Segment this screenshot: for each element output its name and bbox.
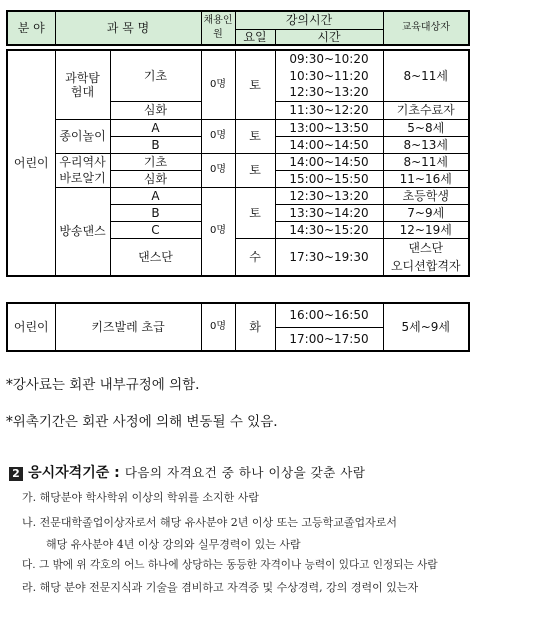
header-lecture-time: 강의시간 [235, 11, 383, 29]
history-adv-target: 11~16세 [383, 170, 469, 187]
history-basic: 기초 [110, 153, 201, 170]
header-category: 분 야 [7, 11, 55, 45]
header-target: 교육대상자 [383, 11, 469, 45]
history-day: 토 [235, 153, 275, 187]
qualification-heading [9, 462, 365, 482]
subject-history-line2: 바로알기 [55, 170, 110, 187]
dance-count: 0명 [201, 187, 235, 276]
science-basic-target: 8~11세 [383, 50, 469, 101]
science-time-1: 09:30~10:20 [275, 50, 383, 67]
dance-c-target: 12~19세 [383, 221, 469, 238]
paper-day: 토 [235, 119, 275, 153]
ballet-time-1: 16:00~16:50 [275, 303, 383, 327]
qualification-item-na: 나. 전문대학졸업이상자로서 해당 유사분야 2년 이상 또는 고등학교졸업자로서 [22, 516, 398, 529]
paper-b-target: 8~13세 [383, 136, 469, 153]
header-capacity: 채용인원 [201, 11, 235, 45]
fee-note: *강사료는 회관 내부규정에 의함. [6, 377, 200, 393]
dance-team: 댄스단 [110, 238, 201, 276]
dance-day-sat: 토 [235, 187, 275, 238]
paper-a: A [110, 119, 201, 136]
qualification-desc: 다음의 자격요건 중 하나 이상을 갖춘 사람 [124, 465, 366, 480]
ballet-table [6, 302, 470, 352]
ballet-target: 5세~9세 [383, 303, 469, 351]
dance-team-target-line1: 댄스단 [408, 240, 444, 255]
history-adv: 심화 [110, 170, 201, 187]
science-adv: 심화 [110, 101, 201, 119]
ballet-day: 화 [235, 303, 275, 351]
paper-a-target: 5~8세 [383, 119, 469, 136]
history-basic-time: 14:00~14:50 [275, 153, 383, 170]
dance-a: A [110, 187, 201, 204]
paper-count: 0명 [201, 119, 235, 153]
dance-team-target-line2: 오디션합격자 [390, 258, 461, 273]
history-basic-target: 8~11세 [383, 153, 469, 170]
header-subject: 과 목 명 [55, 11, 201, 45]
section-number-badge: 2 [9, 467, 23, 481]
ballet-name: 키즈발레 초급 [55, 303, 201, 351]
qualification-item-ga: 가. 해당분야 학사학위 이상의 학위를 소지한 사람 [22, 491, 259, 504]
subject-history-line1: 우리역사 [55, 153, 110, 170]
paper-b: B [110, 136, 201, 153]
category-cell: 어린이 [7, 50, 55, 276]
ballet-count: 0명 [201, 303, 235, 351]
subject-science [55, 50, 110, 119]
ballet-category: 어린이 [7, 303, 55, 351]
dance-day-wed: 수 [235, 238, 275, 276]
science-adv-target: 기초수료자 [383, 101, 469, 119]
paper-b-time: 14:00~14:50 [275, 136, 383, 153]
paper-a-time: 13:00~13:50 [275, 119, 383, 136]
dance-c-time: 14:30~15:20 [275, 221, 383, 238]
period-note: *위촉기간은 회관 사정에 의해 변동될 수 있음. [6, 414, 278, 430]
header-time: 시간 [275, 29, 383, 45]
subject-science-label: 과학탐험대 [65, 70, 100, 99]
dance-team-target [383, 238, 469, 276]
schedule-table [6, 49, 470, 277]
dance-a-target: 초등학생 [383, 187, 469, 204]
qualification-item-na-cont: 해당 유사분야 4년 이상 강의와 실무경력이 있는 사람 [46, 538, 301, 551]
history-count: 0명 [201, 153, 235, 187]
science-basic: 기초 [110, 50, 201, 101]
dance-c: C [110, 221, 201, 238]
qualification-item-ra: 라. 해당 분야 전문지식과 기술을 겸비하고 자격증 및 수상경력, 강의 경력이 있는자 [22, 581, 419, 594]
subject-paper: 종이놀이 [55, 119, 110, 153]
science-day: 토 [235, 50, 275, 119]
dance-b-time: 13:30~14:20 [275, 204, 383, 221]
science-time-3: 12:30~13:20 [275, 84, 383, 101]
qualification-title: 응시자격기준 : [28, 465, 120, 481]
ballet-time-2: 17:00~17:50 [275, 327, 383, 351]
header-day: 요일 [235, 29, 275, 45]
science-adv-time: 11:30~12:20 [275, 101, 383, 119]
dance-b-target: 7~9세 [383, 204, 469, 221]
history-adv-time: 15:00~15:50 [275, 170, 383, 187]
qualification-item-da: 다. 그 밖에 위 각호의 어느 하나에 상당하는 동등한 자격이나 능력이 있다고 인정되는 사람 [22, 559, 438, 571]
science-count: 0명 [201, 50, 235, 119]
dance-a-time: 12:30~13:20 [275, 187, 383, 204]
dance-b: B [110, 204, 201, 221]
header-table [6, 10, 470, 46]
subject-dance: 방송댄스 [55, 187, 110, 276]
science-time-2: 10:30~11:20 [275, 67, 383, 84]
dance-team-time: 17:30~19:30 [275, 238, 383, 276]
